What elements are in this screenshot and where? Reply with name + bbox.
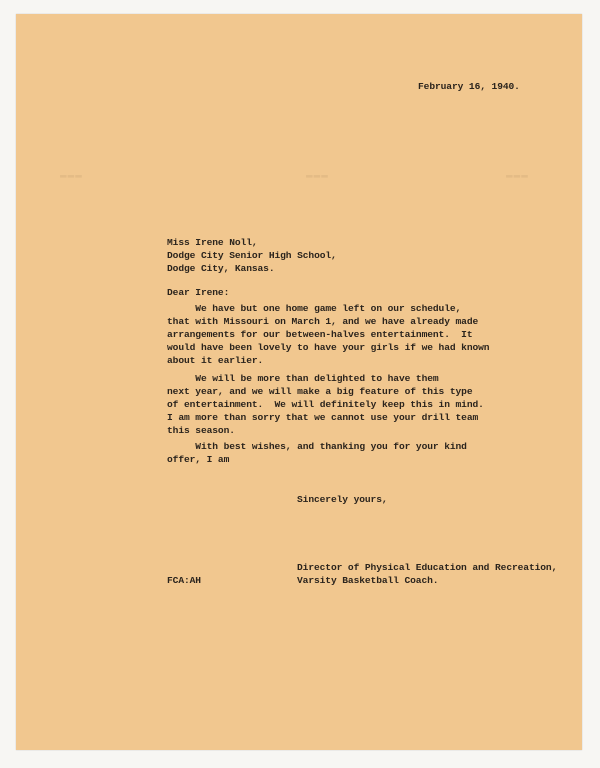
paragraph-line: We will be more than delighted to have them (167, 373, 439, 384)
letter-date: February 16, 1940. (418, 81, 520, 92)
closing: Sincerely yours, (297, 494, 388, 505)
paragraph-line: next year, and we will make a big feature of this type (167, 386, 473, 397)
paragraph-line: I am more than sorry that we cannot use your drill team (167, 412, 479, 423)
paragraph-line: this season. (167, 425, 235, 436)
paragraph-line: of entertainment. We will definitely keep this in mind. (167, 399, 484, 410)
paragraph-line: With best wishes, and thanking you for your kind (167, 441, 467, 452)
salutation: Dear Irene: (167, 287, 230, 298)
bleed-through-mark: ▬▬▬ (60, 170, 83, 182)
reference-initials: FCA:AH (167, 575, 201, 586)
paragraph-line: about it earlier. (167, 355, 264, 366)
signature-title-line-1: Director of Physical Education and Recreation, (297, 562, 558, 573)
paragraph-line: that with Missouri on March 1, and we have already made (167, 316, 479, 327)
recipient-school: Dodge City Senior High School, (167, 250, 337, 261)
recipient-city: Dodge City, Kansas. (167, 263, 275, 274)
signature-title-line-2: Varsity Basketball Coach. (297, 575, 439, 586)
paragraph-line: We have but one home game left on our schedule, (167, 303, 462, 314)
recipient-name: Miss Irene Noll, (167, 237, 258, 248)
paragraph-line: offer, I am (167, 454, 230, 465)
paragraph-line: would have been lovely to have your girls if we had known (167, 342, 490, 353)
paragraph-line: arrangements for our between-halves entertainment. It (167, 329, 473, 340)
bleed-through-mark: ▬▬▬ (506, 170, 529, 182)
bleed-through-mark: ▬▬▬ (306, 170, 329, 182)
